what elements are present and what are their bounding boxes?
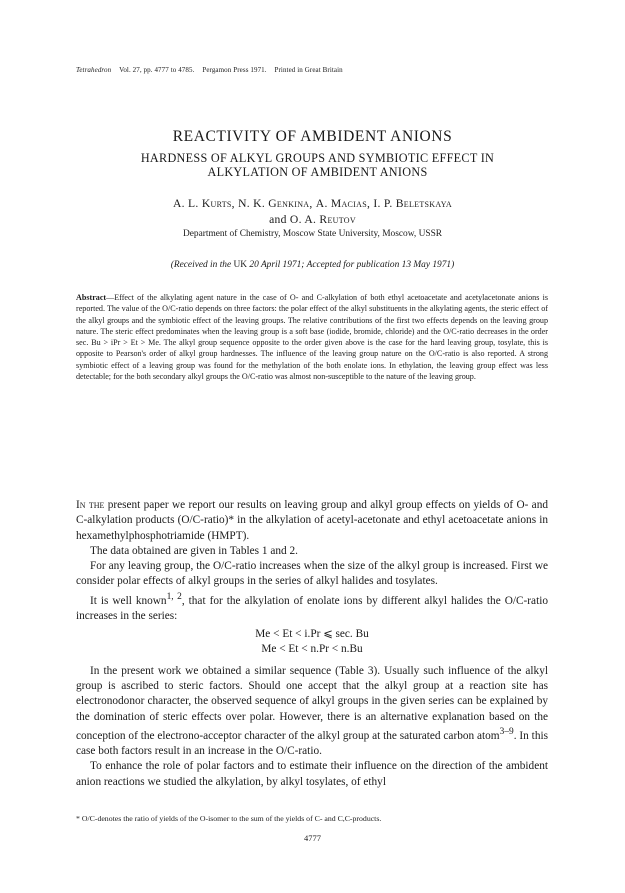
author: N. K. Genkina, <box>238 197 313 210</box>
paragraph <box>76 590 548 624</box>
received-prefix: (Received in the <box>170 260 232 270</box>
paragraph-text: , that for the alkylation of enolate ions by different alkyl halides the O/C-ratio increases in the series: <box>76 594 548 622</box>
page-number: 4777 <box>304 833 321 843</box>
series-equations <box>76 627 548 658</box>
paper-title: REACTIVITY OF AMBIDENT ANIONS <box>172 128 453 145</box>
paragraph <box>76 498 548 544</box>
series-equation: Me < Et < n.Pr < n.Bu <box>261 643 363 656</box>
abstract <box>76 292 548 382</box>
subtitle-line: ALKYLATION OF AMBIDENT ANIONS <box>207 165 428 179</box>
author-conjunction: and <box>269 212 287 226</box>
paragraph-text: . In this case both factors result in an increase in the O/C-ratio. <box>76 729 548 757</box>
paragraph: To enhance the role of polar factors and to estimate their influence on the direction of the ambident anion reactions we studied the alkylation, by alkyl tosylates, of ethyl <box>76 760 548 788</box>
author: A. Macias, <box>315 197 371 210</box>
publisher: Pergamon Press 1971. <box>202 66 267 74</box>
abstract-text: —Effect of the alkylating agent nature in the case of O- and C-alkylation of both ethyl acetoacetate and acetylacetonate anions is reported. The value of the O/C-ratio depends on three factors: the polar effect of the alkyl substituents in the alkylating agents, the steric effect of the alkyl groups and the symbiotic effect of the leaving groups. The relative contributions of the first two effects depends on the leaving group nature. The steric effect predominates when the leaving group is a soft base (iodide, bromide, chloride) and the O/C-ratio decreases in the order sec. Bu > iPr > Et > Me. The alkyl group sequence opposite to the order given above is the case for the hard leaving group, tosylate, this is opposite to Pearson's order of alkyl group hardnesses. The influence of the leaving group nature on the O/C-ratio is also reported. A strong symbiotic effect of a leaving group was found for the methylation of the both enolate ions. In ethylation, the leaving group effect was less detectable; for the both secondary alkyl groups the O/C-ratio was almost non-susceptible to the nature of the leaving group. <box>76 293 548 382</box>
printed-in: Printed in Great Britain <box>274 66 343 74</box>
author: O. A. Reutov <box>289 212 356 226</box>
paragraph: For any leaving group, the O/C-ratio increases when the size of the alkyl group is increased. First we consider polar effects of alkyl groups in the series of alkyl halides and tosylates. <box>76 560 548 588</box>
author-line <box>0 196 625 212</box>
body-text <box>76 498 548 790</box>
series-equation: Me < Et < i.Pr ⩽ sec. Bu <box>255 628 369 641</box>
paper-subtitle <box>100 151 535 179</box>
received-dates <box>0 260 625 270</box>
paragraph-text: In the present work we obtained a similar sequence (Table 3). Usually such influence of the alkyl group is ascribed to steric factors. Should one accept that the alkyl group at a reaction site has electronodonor character, the observed sequence of alkyl groups in the given series can be explained by the domination of steric effects over polar. However, there is an alternative explanation based on the conception of the electrono-acceptor character of the alkyl group at the saturated carbon atom <box>76 664 548 742</box>
author-line <box>0 212 625 228</box>
affiliation: Department of Chemistry, Moscow State University, Moscow, USSR <box>182 229 443 239</box>
running-head <box>76 66 343 74</box>
journal-name: Tetrahedron <box>76 66 112 74</box>
author: I. P. Beletskaya <box>373 197 452 210</box>
author: A. L. Kurts, <box>172 197 235 210</box>
author-list <box>0 196 625 227</box>
subtitle-line: HARDNESS OF ALKYL GROUPS AND SYMBIOTIC EFFECT IN <box>140 151 495 165</box>
received-country: UK <box>233 260 248 270</box>
paragraph-text: present paper we report our results on leaving group and alkyl group effects on yields of O- and C-alkylation products (O/C-ratio)* in the alkylation of acetyl-acetonate and ethyl acetoacetate anions in hexamethylphosphotriamide (HMPT). <box>76 499 548 542</box>
paragraph <box>76 664 548 760</box>
citation: 1, 2 <box>166 591 182 602</box>
received-rest: 20 April 1971; Accepted for publication 13 May 1971) <box>249 260 455 270</box>
volume-pages: Vol. 27, pp. 4777 to 4785. <box>119 66 195 74</box>
paragraph-lead: In the <box>76 499 105 511</box>
paragraph: The data obtained are given in Tables 1 and 2. <box>90 544 298 557</box>
paragraph-text: It is well known <box>90 594 167 607</box>
citation: 3–9 <box>499 726 514 737</box>
abstract-heading: Abstract <box>76 293 107 302</box>
footnote: * O/C-denotes the ratio of yields of the O-isomer to the sum of the yields of C- and C,C-products. <box>76 814 382 823</box>
